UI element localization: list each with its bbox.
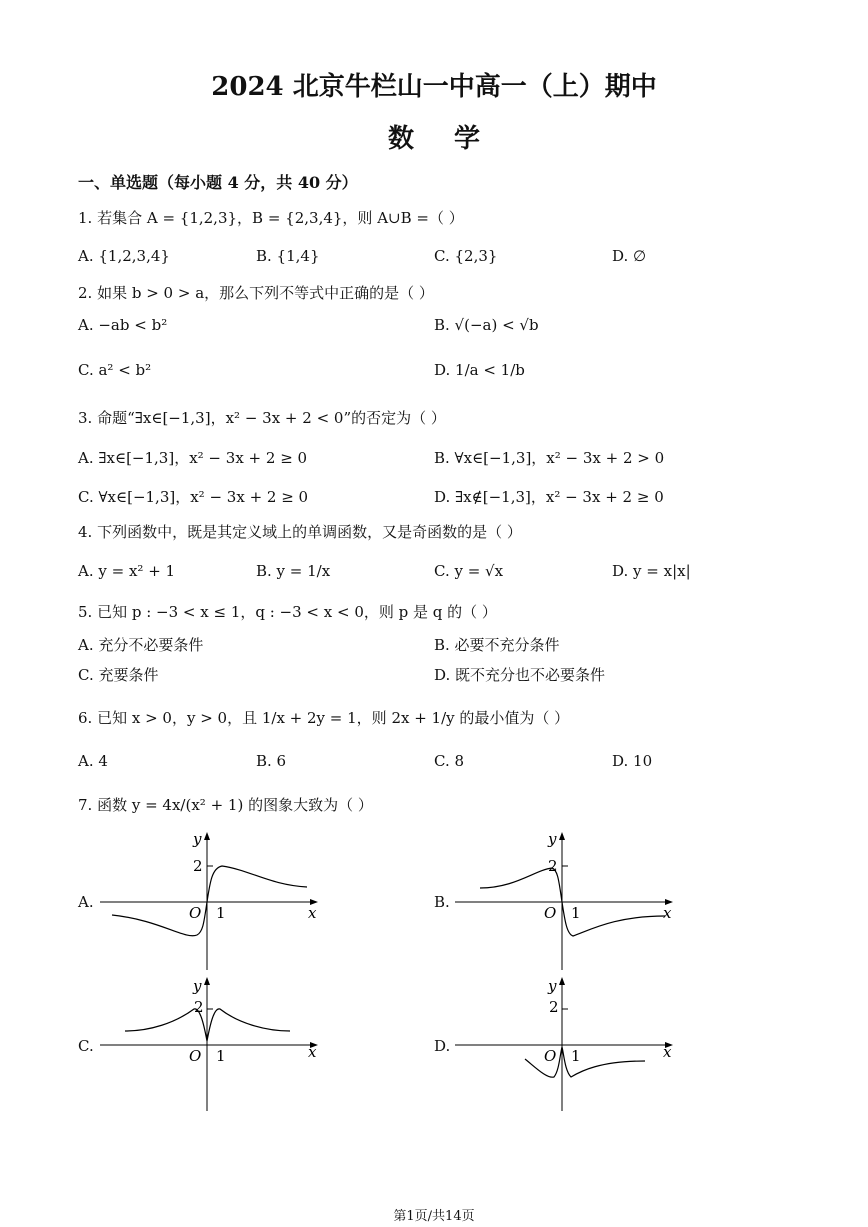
graph-d-two-label: 2 xyxy=(549,998,559,1016)
question-7-option-c: C. xyxy=(78,1037,94,1055)
question-5-stem: 5. 已知 p : −3 < x ≤ 1，q : −3 < x < 0，则 p 是 q 的（ ） xyxy=(78,603,497,621)
graph-c-x-label: x xyxy=(308,1043,317,1061)
graph-d xyxy=(455,975,680,1115)
question-3-option-a: A. ∃x∈[−1,3]，x² − 3x + 2 ≥ 0 xyxy=(78,449,308,467)
graph-b-y-label: y xyxy=(548,830,557,848)
question-3-option-b: B. ∀x∈[−1,3]，x² − 3x + 2 > 0 xyxy=(434,449,665,467)
question-3-option-c: C. ∀x∈[−1,3]，x² − 3x + 2 ≥ 0 xyxy=(78,488,309,506)
question-6-option-d: D. 10 xyxy=(612,752,653,770)
graph-d-origin-label: O xyxy=(544,1047,557,1065)
question-6-option-c: C. 8 xyxy=(434,752,465,770)
graph-c-two-label: 2 xyxy=(194,998,204,1016)
question-4-stem: 4. 下列函数中，既是其定义域上的单调函数，又是奇函数的是（ ） xyxy=(78,523,522,541)
graph-d-y-label: y xyxy=(548,977,557,995)
question-2-option-c: C. a² < b² xyxy=(78,361,152,379)
graph-c xyxy=(100,975,325,1115)
graph-a-x-label: x xyxy=(308,904,317,922)
graph-a-y-label: y xyxy=(193,830,202,848)
question-1-option-a: A. {1,2,3,4} xyxy=(78,247,170,265)
question-6-stem: 6. 已知 x > 0，y > 0，且 1/x + 2y = 1，则 2x + 1/y 的最小值为（ ） xyxy=(78,709,570,727)
question-3-stem: 3. 命题“∃x∈[−1,3]，x² − 3x + 2 < 0”的否定为（ ） xyxy=(78,409,446,427)
question-5-option-c: C. 充要条件 xyxy=(78,666,159,684)
question-1-stem: 1. 若集合 A = {1,2,3}，B = {2,3,4}，则 A∪B =（ ） xyxy=(78,209,464,227)
question-2-option-a: A. −ab < b² xyxy=(78,316,168,334)
graph-b-one-label: 1 xyxy=(571,904,581,922)
question-7-option-b: B. xyxy=(434,893,450,911)
question-7-option-a: A. xyxy=(78,893,94,911)
graph-a-one-label: 1 xyxy=(216,904,226,922)
graph-c-one-label: 1 xyxy=(216,1047,226,1065)
question-4-option-b: B. y = 1/x xyxy=(256,562,331,580)
section-heading: 一、单选题（每小题 4 分，共 40 分） xyxy=(78,173,358,192)
question-7-option-d: D. xyxy=(434,1037,451,1055)
question-5-option-b: B. 必要不充分条件 xyxy=(434,636,560,654)
question-2-option-b: B. √(−a) < √b xyxy=(434,316,539,334)
graph-b-origin-label: O xyxy=(544,904,557,922)
graph-b-x-label: x xyxy=(663,904,672,922)
question-1-option-d: D. ∅ xyxy=(612,247,647,265)
graph-d-x-label: x xyxy=(663,1043,672,1061)
graph-a-two-label: 2 xyxy=(193,857,203,875)
question-5-option-d: D. 既不充分也不必要条件 xyxy=(434,666,606,684)
question-1-option-c: C. {2,3} xyxy=(434,247,498,265)
question-6-option-a: A. 4 xyxy=(78,752,108,770)
question-6-option-b: B. 6 xyxy=(256,752,287,770)
question-1-option-b: B. {1,4} xyxy=(256,247,320,265)
page-title: 2024 北京牛栏山一中高一（上）期中 xyxy=(211,72,657,102)
question-2-option-d: D. 1/a < 1/b xyxy=(434,361,525,379)
graph-b-two-label: 2 xyxy=(548,857,558,875)
question-7-stem: 7. 函数 y = 4x/(x² + 1) 的图象大致为（ ） xyxy=(78,796,373,814)
graph-a xyxy=(100,830,325,970)
question-4-option-a: A. y = x² + 1 xyxy=(78,562,176,580)
subject-title: 数学 xyxy=(387,124,520,154)
graph-b xyxy=(455,830,680,970)
question-4-option-d: D. y = x|x| xyxy=(612,562,691,580)
graph-a-origin-label: O xyxy=(189,904,202,922)
question-3-option-d: D. ∃x∉[−1,3]，x² − 3x + 2 ≥ 0 xyxy=(434,488,664,506)
graph-c-origin-label: O xyxy=(189,1047,202,1065)
graph-d-one-label: 1 xyxy=(571,1047,581,1065)
question-4-option-c: C. y = √x xyxy=(434,562,504,580)
graph-c-y-label: y xyxy=(193,977,202,995)
question-2-stem: 2. 如果 b > 0 > a，那么下列不等式中正确的是（ ） xyxy=(78,284,434,302)
question-5-option-a: A. 充分不必要条件 xyxy=(78,636,204,654)
page-footer: 第1页/共14页 xyxy=(393,1209,475,1224)
